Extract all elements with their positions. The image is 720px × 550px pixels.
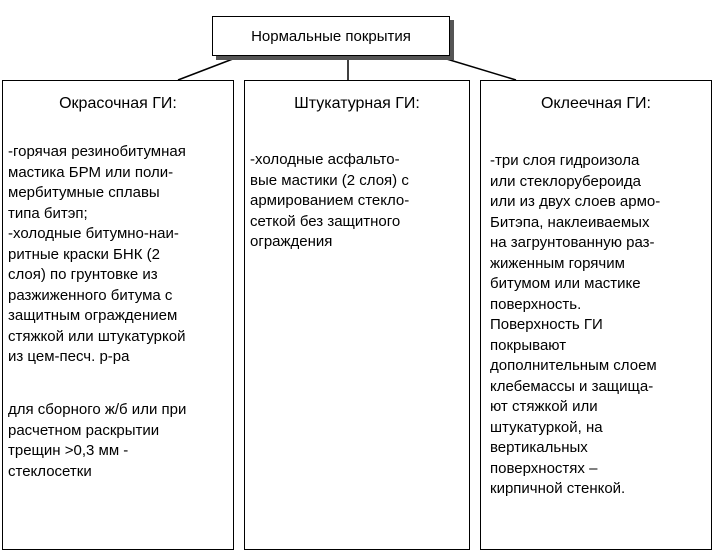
root-node — [212, 16, 450, 56]
connector-right — [440, 57, 516, 80]
column-paint-header: Окрасочная ГИ: — [59, 95, 177, 112]
column-plaster-header: Штукатурная ГИ: — [294, 95, 420, 112]
column-paint — [2, 80, 234, 550]
column-pasted-text: -три слоя гидроизола или стеклорубероида или из двух слоев армо- Битэпа, наклеиваемых на загрунтованную раз- жиженным горячим битумом или мастике поверхность. Поверхность ГИ покрывают дополнительным слоем клебемассы и защища- ют стяжкой или штукатуркой, на вертикальных поверхностях – кирпичной стенкой. — [490, 152, 661, 497]
column-pasted — [480, 80, 712, 550]
root-node-label: Нормальные покрытия — [251, 27, 411, 45]
column-pasted-header: Оклеечная ГИ: — [540, 95, 651, 112]
connector-left — [178, 57, 238, 80]
column-plaster — [244, 80, 470, 550]
column-paint-text: -горячая резинобитумная мастика БРМ или поли- мербитумные сплавы типа битэп; -холодные битумно-наи- ритные краски БНК (2 слоя) по грунтовке из разжиженного битума с защитным ограждением стяжкой или штукатуркой из цем-песч. р-ра — [8, 143, 186, 365]
column-paint-extra-text: для сборного ж/б или при расчетном раскрытии трещин >0,3 мм - стеклосетки — [8, 401, 187, 480]
column-plaster-text: -холодные асфальто- вые мастики (2 слоя) с армированием стекло- сеткой без защитного ограждения — [250, 151, 410, 250]
